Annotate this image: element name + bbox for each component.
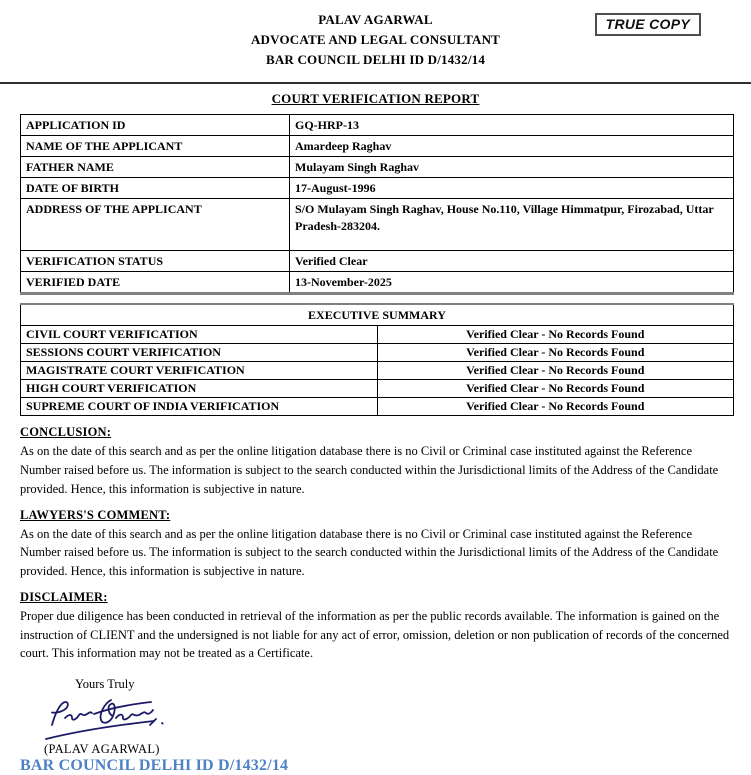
field-value: GQ-HRP-13 [290, 115, 734, 136]
verification-result: Verified Clear - No Records Found [377, 362, 734, 380]
verification-result: Verified Clear - No Records Found [377, 344, 734, 362]
field-label: ADDRESS OF THE APPLICANT [21, 199, 290, 251]
table-row [21, 115, 734, 136]
advocate-profession: ADVOCATE AND LEGAL CONSULTANT [250, 32, 501, 48]
footer-bar-id: BAR COUNCIL DELHI ID D/1432/14 [20, 757, 289, 775]
field-value: 13-November-2025 [290, 272, 734, 294]
executive-summary-header-row [21, 304, 734, 326]
section-heading: LAWYERS'S COMMENT: [20, 507, 171, 522]
field-label: APPLICATION ID [21, 115, 290, 136]
section-body: As on the date of this search and as per the online litigation database there is no Civil or Criminal case instituted against the Reference Number raised before us. The information is subject to the search conducted within the Jurisdictional limits of the Address of the Candidate provided. Hence, this information is subjective in nature. [20, 444, 719, 496]
field-value: S/O Mulayam Singh Raghav, House No.110, Village Himmatpur, Firozabad, Uttar Pradesh-283204. [290, 199, 734, 251]
table-row [21, 157, 734, 178]
executive-summary-title: EXECUTIVE SUMMARY [21, 304, 734, 326]
signature-icon [38, 694, 198, 742]
section-body: Proper due diligence has been conducted in retrieval of the information as per the public records available. The information is gained on the instruction of CLIENT and the undersigned is not liable for any act of error, omission, deletion or non publication of records of the concerned court. This information may not be treated as a Certificate. [20, 608, 730, 661]
section [20, 590, 733, 663]
field-value: 17-August-1996 [290, 178, 734, 199]
signature [38, 694, 751, 742]
table-row [21, 178, 734, 199]
table-row [21, 380, 734, 398]
section [20, 508, 733, 581]
field-label: NAME OF THE APPLICANT [21, 136, 290, 157]
executive-summary-body [21, 326, 734, 416]
verification-type: SUPREME COURT OF INDIA VERIFICATION [21, 398, 378, 416]
executive-summary-table [20, 303, 734, 416]
advocate-bar-id: BAR COUNCIL DELHI ID D/1432/14 [265, 52, 486, 68]
field-label: DATE OF BIRTH [21, 178, 290, 199]
field-value: Verified Clear [290, 251, 734, 272]
section [20, 425, 733, 498]
field-label: VERIFICATION STATUS [21, 251, 290, 272]
table-row [21, 136, 734, 157]
verification-type: MAGISTRATE COURT VERIFICATION [21, 362, 378, 380]
verification-result: Verified Clear - No Records Found [377, 326, 734, 344]
header-divider [0, 82, 751, 84]
table-row [21, 362, 734, 380]
applicant-details-table [20, 114, 734, 295]
field-value: Mulayam Singh Raghav [290, 157, 734, 178]
verification-type: SESSIONS COURT VERIFICATION [21, 344, 378, 362]
salutation: Yours Truly [75, 677, 135, 692]
narrative-sections [20, 425, 733, 663]
section-heading: CONCLUSION: [20, 425, 112, 440]
section-heading: DISCLAIMER: [20, 589, 108, 604]
advocate-name: PALAV AGARWAL [318, 12, 433, 27]
field-label: VERIFIED DATE [21, 272, 290, 294]
verification-result: Verified Clear - No Records Found [377, 398, 734, 416]
table-row [21, 398, 734, 416]
field-value: Amardeep Raghav [290, 136, 734, 157]
signatory-name: (PALAV AGARWAL) [44, 742, 160, 757]
table-row [21, 344, 734, 362]
table-row [21, 251, 734, 272]
true-copy-stamp: TRUE COPY [595, 13, 701, 36]
table-row [21, 199, 734, 251]
section-body: As on the date of this search and as per the online litigation database there is no Civil or Criminal case instituted against the Reference Number raised before us. The information is subject to the search conducted within the Jurisdictional limits of the Address of the Candidate provided. Hence, this information is subjective in nature. [20, 526, 719, 579]
applicant-details-body [21, 115, 734, 294]
field-label: FATHER NAME [21, 157, 290, 178]
verification-result: Verified Clear - No Records Found [377, 380, 734, 398]
report-title: COURT VERIFICATION REPORT [271, 91, 480, 107]
verification-type: CIVIL COURT VERIFICATION [21, 326, 378, 344]
table-row [21, 326, 734, 344]
verification-type: HIGH COURT VERIFICATION [21, 380, 378, 398]
table-row [21, 272, 734, 294]
